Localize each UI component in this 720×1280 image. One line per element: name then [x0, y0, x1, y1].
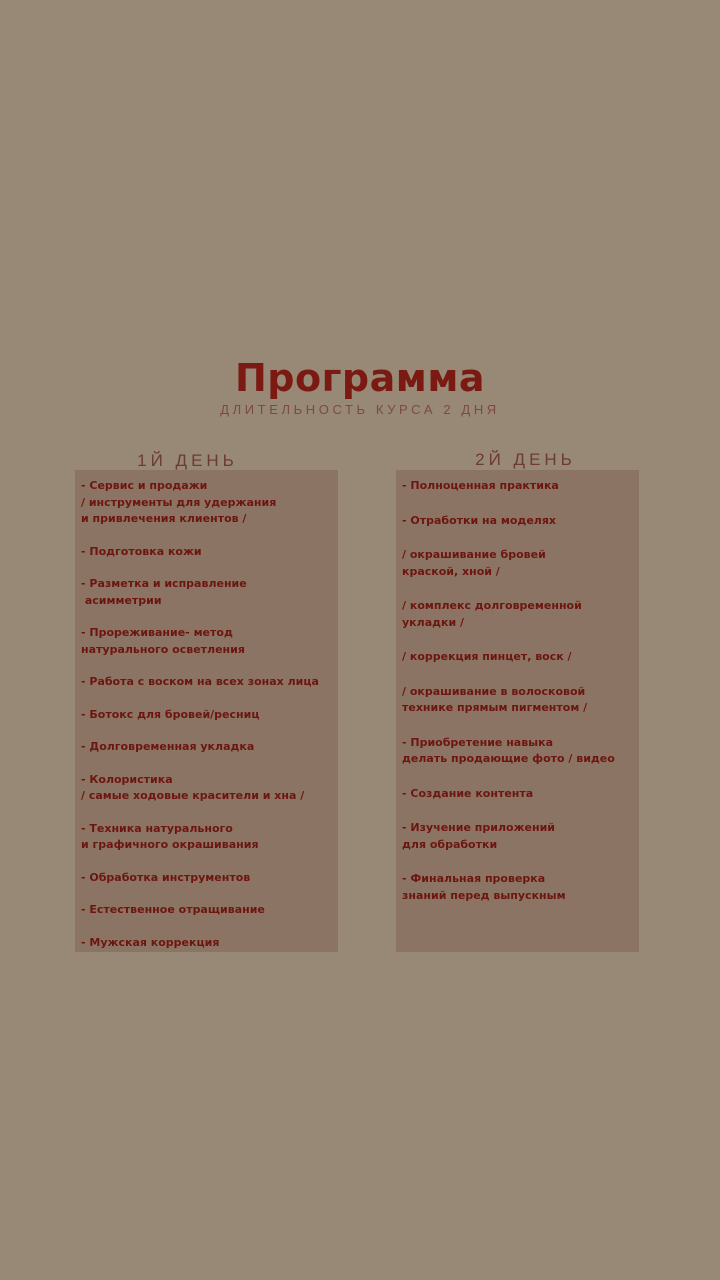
day2-item: / окрашивание в волосковой технике прямым пигментом /	[402, 684, 588, 714]
day1-program-panel	[75, 470, 338, 952]
day2-heading: 2Й ДЕНЬ	[475, 450, 576, 469]
day2-item: - Финальная проверка знаний перед выпускным	[402, 872, 566, 902]
day1-item: - Работа с воском на всех зонах лица	[81, 675, 319, 688]
day1-item: - Долговременная укладка	[81, 740, 255, 753]
day1-item: - Обработка инструментов	[81, 870, 251, 884]
day2-item: - Создание контента	[402, 786, 534, 800]
day1-item: - Прореживание- метод натурального осветления	[81, 626, 245, 656]
day1-item: - Техника натурального и графичного окрашивания	[81, 821, 259, 851]
day2-item: - Отработки на моделях	[402, 513, 556, 527]
day1-item: - Сервис и продажи / инструменты для удержания и привлечения клиентов /	[81, 479, 277, 525]
day2-item: / комплекс долговременной укладки /	[402, 599, 582, 629]
day1-item: - Разметка и исправление асимметрии	[81, 577, 247, 607]
day1-item: - Мужская коррекция	[81, 935, 220, 949]
day2-item: - Полноценная практика	[402, 479, 559, 492]
day2-item: / коррекция пинцет, воск /	[402, 650, 572, 663]
day2-item: - Приобретение навыка делать продающие фото / видео	[402, 735, 615, 765]
day2-item: / окрашивание бровей краской, хной /	[402, 548, 546, 578]
course-duration-subtitle: ДЛИТЕЛЬНОСТЬ КУРСА 2 ДНЯ	[220, 402, 500, 417]
day2-program-panel	[396, 470, 639, 952]
day1-item: - Колористика / самые ходовые красители и хна /	[81, 772, 305, 802]
day1-heading: 1Й ДЕНЬ	[137, 451, 238, 470]
day1-item: - Ботокс для бровей/ресниц	[81, 707, 260, 721]
day1-item: - Естественное отращивание	[81, 903, 265, 916]
day1-item: - Подготовка кожи	[81, 544, 202, 558]
page-title: Программа	[234, 356, 486, 400]
day2-item: - Изучение приложений для обработки	[402, 821, 555, 851]
